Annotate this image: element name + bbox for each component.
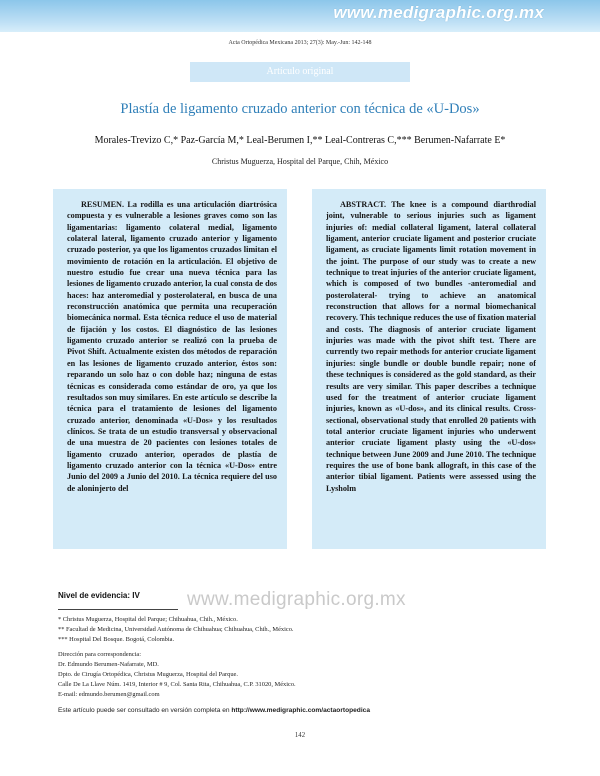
online-note-link[interactable]: http://www.medigraphic.com/actaortopedica <box>231 707 371 714</box>
correspondence <box>58 650 296 700</box>
online-note <box>58 707 370 714</box>
affiliation: Christus Muguerza, Hospital del Parque, Chih, México <box>211 157 389 166</box>
authors: Morales-Trevizo C,* Paz-García M,* Leal-Berumen I,** Leal-Contreras C,*** Berumen-Nafarrate E* <box>94 135 506 146</box>
evidence-level: Nivel de evidencia: IV <box>58 591 140 600</box>
abstract-spanish <box>67 199 277 543</box>
footnote-1: * Christus Muguerza, Hospital del Parque; Chihuahua, Chih., México. <box>58 616 238 623</box>
abstract-english <box>326 199 536 543</box>
footnote-divider <box>58 609 178 610</box>
watermark-url: www.medigraphic.org.mx <box>187 589 406 610</box>
footnote-3: *** Hospital Del Bosque. Bogotá, Colombia. <box>58 636 175 643</box>
abstract-english-box <box>312 189 546 549</box>
abstract-spanish-label: RESUMEN. <box>81 200 124 209</box>
footnotes <box>58 615 294 645</box>
journal-reference: Acta Ortopédica Mexicana 2013; 27(3): May.-Jun: 142-148 <box>228 40 372 46</box>
correspondence-heading: Dirección para correspondencia: <box>58 651 142 658</box>
correspondence-email[interactable]: E-mail: edmundo.berumen@gmail.com <box>58 691 160 698</box>
abstract-spanish-box <box>53 189 287 549</box>
correspondence-name: Dr. Edmundo Berumen-Nafarrate, MD. <box>58 661 159 668</box>
header-banner <box>0 0 600 32</box>
section-label: Artículo original <box>190 62 410 82</box>
correspondence-department: Dpto. de Cirugía Ortopédica, Christus Muguerza, Hospital del Parque. <box>58 671 238 678</box>
abstract-english-text: The knee is a compound diarthrodial joint, vulnerable to serious injuries such as ligament injuries of: medial collateral ligament, lateral collateral ligament, anterior cruciate ligament and posterior cruciate ligament, as cruciate ligaments limit rotation movement in the joint. The purpose of our study was to create a new technique to treat injuries of the anterior cruciate ligament, which is composed of two bundles -anteromedial and posterolateral- trying to achieve an anatomical reconstruction that allows for a normal biomechanical recovery. This technique reduces the use of fixation material and costs. The diagnosis of anterior cruciate ligament injuries was made with the pivot shift test. There are currently two repair methods for anterior cruciate ligament injuries: single bundle or double bundle repair; none of these techniques is considered as the gold standard, as their results are very similar. This paper describes a technique used for the treatment of anterior cruciate ligament injuries, known as «U-dos», and its clinical results. Cross-sectional, observational study that enrolled 20 patients with total anterior cruciate ligament injuries who underwent anterior cruciate ligament plasty using the «U-dos» technique between June 2009 and June 2010. The technique requires the use of bone bank allograft, in this case of the anterior tibial ligament. Patients were assessed using the Lysholm <box>326 200 536 493</box>
article-title: Plastía de ligamento cruzado anterior con técnica de «U-Dos» <box>120 101 480 117</box>
page-number: 142 <box>294 732 306 739</box>
online-note-text: Este artículo puede ser consultado en versión completa en <box>58 707 230 714</box>
correspondence-address: Calle De La Llave Núm. 1419, Interior # 9, Col. Santa Rita, Chihuahua, C.P. 31020, México. <box>58 681 296 688</box>
abstract-english-label: ABSTRACT. <box>340 200 387 209</box>
abstract-spanish-text: La rodilla es una articulación diartrósica compuesta y es vulnerable a lesiones graves como son las ligamentarias: ligamento colateral medial, ligamento colateral lateral, ligamento cruzado anterior y ligamento cruzado posterior, ya que los ligamentos cruzados limitan el movimiento de rotación en la articulación. El objetivo de nuestro estudio fue crear una nueva técnica para las lesiones de ligamento cruzado anterior, la cual consta de dos haces: haz anteromedial y posterolateral, en busca de una reconstrucción anatómica que permita una recuperación biomecánica normal. Esta técnica reduce el uso de material de fijación y los costos. El diagnóstico de las lesiones ligamento cruzado anterior se realizó con la prueba de Pivot Shift. Actualmente existen dos métodos de reparación en las lesiones de ligamento cruzado anterior, éstos son: reparando un solo haz o con doble haz; ninguna de estas técnicas es considerada como estándar de oro, ya que los resultados son muy similares. En este artículo se describe la técnica para el tratamiento de lesiones del ligamento cruzado anterior, denominada «U-Dos» y los resultados clínicos. Se trata de un estudio transversal y observacional de una muestra de 20 pacientes con lesiones totales de ligamento cruzado anterior, operados de plastía de ligamento cruzado anterior con la técnica «U-Dos» entre Junio del 2009 a Junio del 2010. La técnica requiere del uso de aloninjerto del <box>67 200 277 493</box>
banner-url[interactable]: www.medigraphic.org.mx <box>333 3 544 22</box>
footnote-2: ** Facultad de Medicina, Universidad Autónoma de Chihuahua; Chihuahua, Chih., México. <box>58 626 294 633</box>
